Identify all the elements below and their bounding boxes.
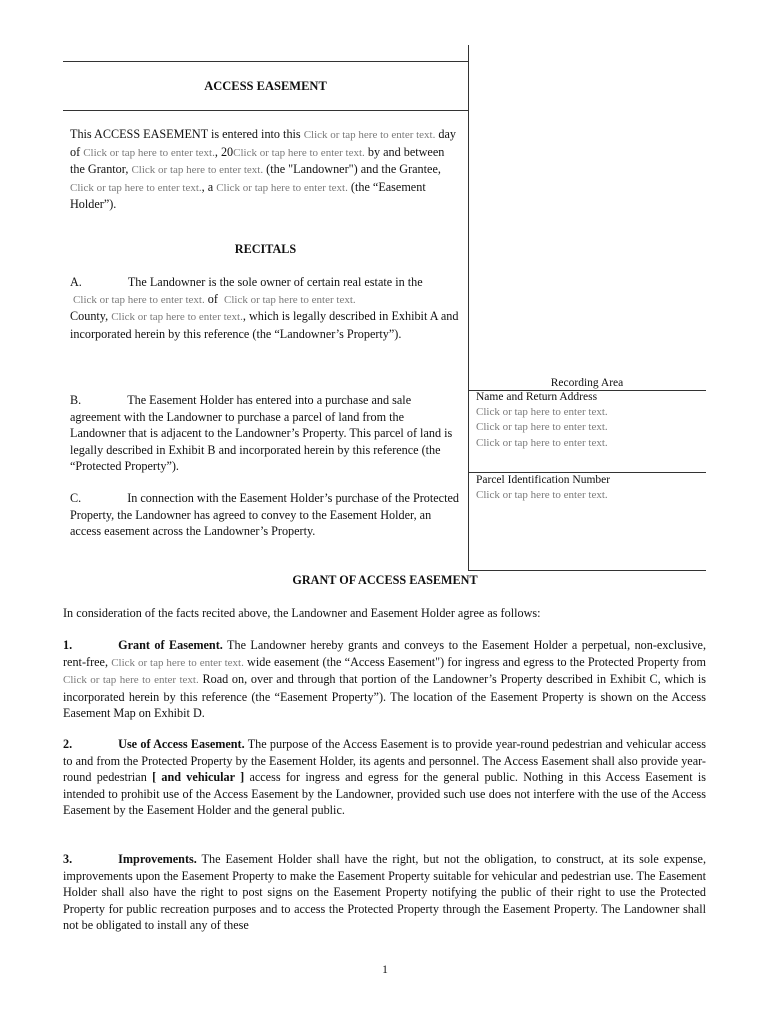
recital-b: B. The Easement Holder has entered into a purchase and sale agreement with the Landowner to purchase a parcel of land from the Landowner that is adjacent to the Landowner’s Property. This parcel of land is legally described in Exhibit B and incorporated herein by this reference (the “Protected Property”).	[70, 393, 453, 473]
grantee-type-field[interactable]: Click or tap here to enter text.	[216, 181, 348, 194]
landowner-property-field[interactable]: Click or tap here to enter text.	[111, 311, 243, 323]
document-title: ACCESS EASEMENT	[204, 79, 327, 93]
page-number: 1	[382, 964, 388, 976]
road-name-field[interactable]: Click or tap here to enter text.	[63, 674, 199, 686]
recital-a: A. The Landowner is the sole owner of certain real estate in the Click or tap here to enter text. of Click or tap here to enter text. County, Click or tap here to enter text., which is legally described in Exhibit A and incorporated herein by this reference (the “Landowner’s Property”).	[70, 275, 459, 341]
consideration-paragraph: In consideration of the facts recited above, the Landowner and Easement Holder agree as follows:	[63, 606, 541, 620]
parcel-id-field[interactable]: Click or tap here to enter text.	[476, 489, 608, 502]
state-field[interactable]: Click or tap here to enter text.	[224, 293, 356, 306]
title-bottom-rule	[63, 110, 468, 111]
name-return-address-label: Name and Return Address	[476, 391, 598, 403]
recital-c: C. In connection with the Easement Holder’s purchase of the Protected Property, the Landowner has agreed to convey to the Easement Holder, an access easement across the Landowner’s Property.	[70, 491, 459, 538]
recording-parcel-block	[476, 473, 704, 503]
intro-paragraph: This ACCESS EASEMENT is entered into this Click or tap here to enter text. day of Click or tap here to enter text., 20Click or tap here to enter text. by and between the Grantor, Click or tap here to enter text. (the "Landowner") and the Grantee, Click or tap here to enter text., a Click or tap here to enter text. (the “Easement Holder”).	[70, 127, 457, 211]
return-address-line-1[interactable]: Click or tap here to enter text.	[476, 406, 608, 419]
day-field[interactable]: Click or tap here to enter text.	[303, 129, 436, 141]
section-1: 1. Grant of Easement. The Landowner hereby grants and conveys to the Easement Holder a perpetual, non-exclusive, rent-free, Click or tap here to enter text. wide easement (the “Access Easement") for ingress and egress to the Protected Property from Click or tap here to enter text. Road on, over and through that portion of the Landowner’s Property described in Exhibit C, which is incorporated herein by this reference (the “Easement Property”). The location of the Easement Property is shown on the Access Easement Map on Exhibit D.	[63, 638, 706, 720]
title-top-rule	[63, 61, 468, 62]
section-2-title: Use of Access Easement.	[118, 737, 245, 751]
section-3: 3. Improvements. The Easement Holder shall have the right, but not the obligation, to construct, at its sole expense, improvements upon the Easement Property to make the Easement Property suitable for vehicular and pedestrian use. The Easement Holder shall also have the right to post signs on the Easement Property notifying the public of their right to use the Protected Property for public recreation purposes and to access the Protected Property through the Easement Property. The Landowner shall not be obligated to install any of these	[63, 852, 706, 932]
return-address-line-3[interactable]: Click or tap here to enter text.	[476, 436, 608, 449]
section-1-title: Grant of Easement.	[118, 638, 223, 652]
grant-heading: GRANT OF ACCESS EASEMENT	[292, 573, 478, 587]
recording-area-label: Recording Area	[550, 377, 624, 389]
recording-bottom-rule	[468, 570, 706, 571]
month-field[interactable]: Click or tap here to enter text.	[83, 146, 215, 159]
recitals-heading: RECITALS	[234, 242, 297, 256]
section-3-title: Improvements.	[118, 852, 197, 866]
year-field[interactable]: Click or tap here to enter text.	[233, 146, 365, 159]
easement-width-field[interactable]: Click or tap here to enter text.	[111, 656, 244, 669]
grantor-field[interactable]: Click or tap here to enter text.	[131, 164, 264, 176]
recording-name-block	[476, 390, 704, 451]
return-address-line-2[interactable]: Click or tap here to enter text.	[476, 421, 608, 434]
county-field[interactable]: Click or tap here to enter text.	[73, 293, 205, 306]
parcel-id-label: Parcel Identification Number	[476, 474, 611, 486]
grantee-field[interactable]: Click or tap here to enter text.	[70, 181, 202, 194]
section-2: 2. Use of Access Easement. The purpose of the Access Easement is to provide year-round pedestrian and vehicular access to and from the Protected Property by the Easement Holder, its agents and personnel. The Access Easement shall also provide year-round pedestrian [ and vehicular ] access for ingress and egress for the general public. Nothing in this Access Easement is intended to prohibit use of the Access Easement by the Landowner, provided such use does not interfere with the use of the Access Easement by the Easement Holder and the general public.	[63, 737, 706, 817]
column-divider	[468, 45, 469, 571]
